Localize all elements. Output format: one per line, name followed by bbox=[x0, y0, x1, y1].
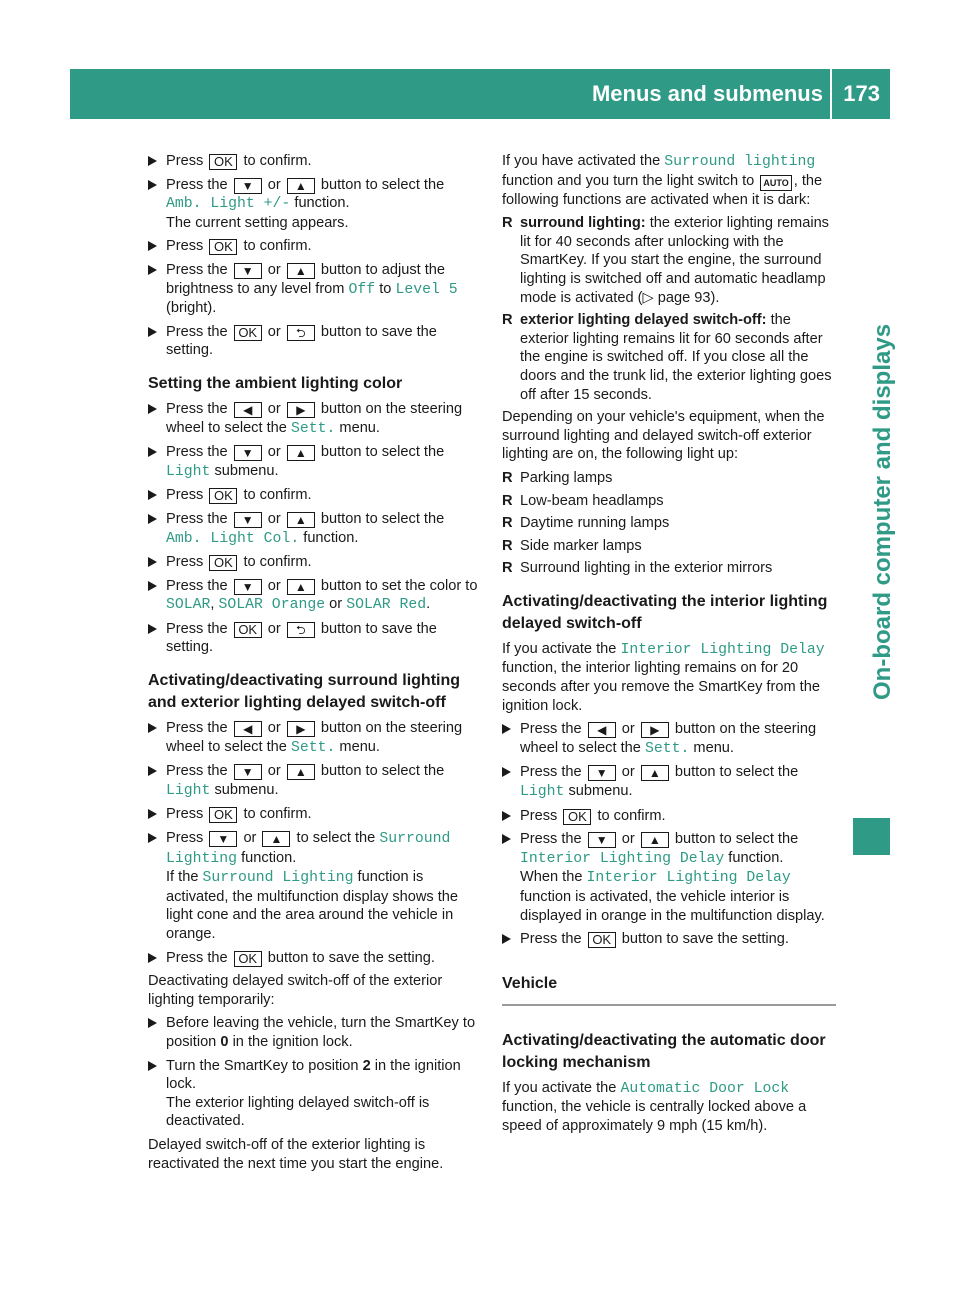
menu-item-code: Amb. Light +/- bbox=[166, 196, 291, 213]
step-select-menu: Press the ◀ or ▶ button on the steering wheel to select the Sett. menu. bbox=[502, 720, 836, 758]
step-confirm: Press OK to confirm. bbox=[148, 805, 482, 824]
step-confirm: Press OK to confirm. bbox=[148, 152, 482, 171]
page-number: 173 bbox=[843, 81, 880, 106]
up-key-icon: ▲ bbox=[641, 832, 669, 848]
ok-key-icon: OK bbox=[209, 239, 237, 255]
ok-key-icon: OK bbox=[209, 154, 237, 170]
menu-item-code: Surround Lighting bbox=[202, 870, 354, 887]
menu-item-code: Interior Lighting Delay bbox=[520, 850, 725, 867]
ok-key-icon: OK bbox=[563, 809, 591, 825]
up-key-icon: ▲ bbox=[287, 178, 315, 194]
down-key-icon: ▼ bbox=[234, 178, 262, 194]
header-divider bbox=[830, 69, 832, 119]
chapter-marker bbox=[853, 818, 890, 855]
menu-item-code: Light bbox=[520, 784, 565, 801]
step-arrow-icon bbox=[148, 265, 157, 275]
step-adjust-brightness: Press the ▼ or ▲ button to adjust the brightness to any level from Off to Level 5 (bright). bbox=[148, 261, 482, 318]
up-key-icon: ▲ bbox=[287, 579, 315, 595]
step-confirm: Press OK to confirm. bbox=[148, 237, 482, 256]
down-key-icon: ▼ bbox=[234, 445, 262, 461]
step-arrow-icon bbox=[148, 953, 157, 963]
up-key-icon: ▲ bbox=[262, 831, 290, 847]
bullet-icon: R bbox=[502, 515, 513, 532]
menu-item-code: Sett. bbox=[290, 420, 336, 437]
down-key-icon: ▼ bbox=[234, 512, 262, 528]
step-arrow-icon bbox=[148, 723, 157, 733]
step-arrow-icon bbox=[148, 514, 157, 524]
chapter-tab bbox=[847, 120, 896, 860]
step-save: Press the OK or ⮌ button to save the setting. bbox=[148, 620, 482, 657]
right-column bbox=[502, 152, 836, 1141]
bullet-icon: R bbox=[502, 312, 513, 329]
menu-item-code: SOLAR Orange bbox=[218, 597, 326, 614]
right-key-icon: ▶ bbox=[641, 722, 669, 738]
step-save: Press the OK button to save the setting. bbox=[502, 930, 836, 949]
step-save: Press the OK button to save the setting. bbox=[148, 949, 482, 968]
left-column bbox=[148, 152, 482, 1178]
menu-item-code: Automatic Door Lock bbox=[620, 1080, 790, 1097]
step-arrow-icon bbox=[148, 327, 157, 337]
up-key-icon: ▲ bbox=[287, 445, 315, 461]
step-arrow-icon bbox=[148, 447, 157, 457]
up-key-icon: ▲ bbox=[287, 263, 315, 279]
section-heading: Activating/deactivating surround lighting and exterior lighting delayed switch-off bbox=[148, 672, 461, 712]
step-select-submenu: Press the ▼ or ▲ button to select the Light submenu. bbox=[148, 762, 482, 800]
ok-key-icon: OK bbox=[234, 622, 262, 638]
right-key-icon: ▶ bbox=[287, 402, 315, 418]
step-select-surround: Press ▼ or ▲ to select the Surround Lighting function. If the Surround Lighting function is activated, the multifunction display shows the light cone and the area around the vehicle in orange. bbox=[148, 829, 482, 944]
down-key-icon: ▼ bbox=[234, 579, 262, 595]
list-item: R surround lighting: the exterior lighting remains lit for 40 seconds after unlocking with the SmartKey. If you start the engine, the surround lighting is switched off and automatic headlamp mode is activated (▷ page 93). bbox=[502, 215, 829, 306]
list-item: R Parking lamps bbox=[502, 469, 613, 486]
list-item: R Side marker lamps bbox=[502, 537, 642, 554]
down-key-icon: ▼ bbox=[209, 831, 237, 847]
list-item: R exterior lighting delayed switch-off: the exterior lighting remains lit for 60 seconds after the engine is switched off. If you close all the doors and the trunk lid, the exterior lighting goes off after 15 seconds. bbox=[502, 312, 832, 403]
ok-key-icon: OK bbox=[209, 807, 237, 823]
step-arrow-icon bbox=[502, 724, 511, 734]
up-key-icon: ▲ bbox=[287, 764, 315, 780]
header-title: Menus and submenus bbox=[591, 81, 823, 106]
menu-item-code: SOLAR bbox=[166, 597, 211, 614]
back-key-icon: ⮌ bbox=[287, 325, 315, 341]
down-key-icon: ▼ bbox=[234, 263, 262, 279]
step-select-menu: Press the ◀ or ▶ button on the steering wheel to select the Sett. menu. bbox=[148, 400, 482, 438]
bullet-icon: R bbox=[502, 492, 513, 509]
paragraph: If you activate the Automatic Door Lock function, the vehicle is centrally locked above a speed of approximately 9 mph (15 km/h). bbox=[502, 1079, 807, 1134]
menu-item-code: Sett. bbox=[290, 739, 336, 756]
menu-item-code: Interior Lighting Delay bbox=[620, 641, 825, 658]
step-arrow-icon bbox=[148, 180, 157, 190]
paragraph: Delayed switch-off of the exterior lighting is reactivated the next time you start the engine. bbox=[148, 1136, 444, 1172]
bullet-icon: R bbox=[502, 469, 513, 486]
step-arrow-icon bbox=[148, 624, 157, 634]
chapter-tab-label: On-board computer and displays bbox=[869, 323, 896, 700]
section-heading: Setting the ambient lighting color bbox=[148, 374, 403, 392]
step-set-color: Press the ▼ or ▲ button to set the color to SOLAR, SOLAR Orange or SOLAR Red. bbox=[148, 577, 482, 615]
page-reference: (▷ page 93). bbox=[637, 289, 720, 306]
step-confirm: Press OK to confirm. bbox=[148, 486, 482, 505]
list-item: R Low-beam headlamps bbox=[502, 492, 664, 509]
step-arrow-icon bbox=[148, 241, 157, 251]
step-select-function: Press the ▼ or ▲ button to select the Interior Lighting Delay function. When the Interior Lighting Delay function is activated, the vehicle interior is displayed in orange in the multifunction display. bbox=[502, 830, 836, 925]
menu-item-code: Surround lighting bbox=[664, 154, 816, 170]
step-select-function: Press the ▼ or ▲ button to select the Amb. Light Col. function. bbox=[148, 510, 482, 548]
menu-item-code: Interior Lighting Delay bbox=[586, 870, 791, 887]
step-key-position: Before leaving the vehicle, turn the SmartKey to position 0 in the ignition lock. bbox=[148, 1014, 482, 1051]
paragraph: Depending on your vehicle's equipment, when the surround lighting and delayed switch-off exterior lighting are on, the following light up: bbox=[502, 409, 825, 463]
step-select-function: Press the ▼ or ▲ button to select the Amb. Light +/- function. The current setting appears. bbox=[148, 176, 482, 233]
bullet-icon: R bbox=[502, 537, 513, 554]
menu-item-code: Surround Lighting bbox=[166, 831, 451, 867]
left-key-icon: ◀ bbox=[234, 721, 262, 737]
menu-item-code: Light bbox=[166, 463, 211, 480]
step-select-menu: Press the ◀ or ▶ button on the steering wheel to select the Sett. menu. bbox=[148, 719, 482, 757]
back-key-icon: ⮌ bbox=[287, 622, 315, 638]
auto-light-icon: AUTO bbox=[760, 175, 791, 191]
step-arrow-icon bbox=[502, 811, 511, 821]
step-key-position: Turn the SmartKey to position 2 in the ignition lock. The exterior lighting delayed switch-off is deactivated. bbox=[148, 1057, 482, 1131]
menu-item-code: Amb. Light Col. bbox=[166, 530, 300, 547]
paragraph: If you activate the Interior Lighting Delay function, the interior lighting remains on for 20 seconds after you remove the SmartKey from the ignition lock. bbox=[502, 640, 825, 714]
up-key-icon: ▲ bbox=[287, 512, 315, 528]
bullet-icon: R bbox=[502, 560, 513, 577]
paragraph: Deactivating delayed switch-off of the exterior lighting temporarily: bbox=[148, 973, 443, 1008]
step-select-submenu: Press the ▼ or ▲ button to select the Light submenu. bbox=[148, 443, 482, 481]
ok-key-icon: OK bbox=[234, 951, 262, 967]
step-arrow-icon bbox=[148, 490, 157, 500]
section-heading: Activating/deactivating the interior lighting delayed switch-off bbox=[502, 592, 828, 632]
step-arrow-icon bbox=[148, 833, 157, 843]
step-arrow-icon bbox=[148, 1061, 157, 1071]
left-key-icon: ◀ bbox=[588, 722, 616, 738]
step-arrow-icon bbox=[502, 934, 511, 944]
list-item: R Surround lighting in the exterior mirrors bbox=[502, 560, 773, 577]
up-key-icon: ▲ bbox=[641, 765, 669, 781]
ok-key-icon: OK bbox=[588, 932, 616, 948]
menu-item-code: Sett. bbox=[644, 740, 690, 757]
step-arrow-icon bbox=[148, 404, 157, 414]
down-key-icon: ▼ bbox=[588, 765, 616, 781]
ok-key-icon: OK bbox=[234, 325, 262, 341]
right-key-icon: ▶ bbox=[287, 721, 315, 737]
left-key-icon: ◀ bbox=[234, 402, 262, 418]
step-save: Press the OK or ⮌ button to save the setting. bbox=[148, 323, 482, 360]
section-heading: Activating/deactivating the automatic door locking mechanism bbox=[502, 1031, 826, 1071]
step-confirm: Press OK to confirm. bbox=[502, 807, 836, 826]
down-key-icon: ▼ bbox=[234, 764, 262, 780]
step-arrow-icon bbox=[148, 766, 157, 776]
menu-item-code: Level 5 bbox=[395, 281, 458, 298]
step-arrow-icon bbox=[148, 557, 157, 567]
bullet-icon: R bbox=[502, 215, 513, 232]
menu-item-code: SOLAR Red bbox=[346, 597, 427, 614]
step-arrow-icon bbox=[148, 156, 157, 166]
paragraph: If you have activated the Surround lighting function and you turn the light switch to AUTO , the following functions are activated when it is dark: bbox=[502, 153, 823, 208]
step-arrow-icon bbox=[148, 809, 157, 819]
step-arrow-icon bbox=[502, 767, 511, 777]
down-key-icon: ▼ bbox=[588, 832, 616, 848]
step-arrow-icon bbox=[502, 834, 511, 844]
step-arrow-icon bbox=[148, 581, 157, 591]
section-title-vehicle: Vehicle bbox=[502, 973, 836, 1006]
step-arrow-icon bbox=[148, 1018, 157, 1028]
menu-item-code: Off bbox=[348, 281, 376, 298]
step-select-submenu: Press the ▼ or ▲ button to select the Light submenu. bbox=[502, 763, 836, 801]
ok-key-icon: OK bbox=[209, 488, 237, 504]
menu-item-code: Light bbox=[166, 782, 211, 799]
ok-key-icon: OK bbox=[209, 555, 237, 571]
step-confirm: Press OK to confirm. bbox=[148, 553, 482, 572]
page-header bbox=[70, 69, 890, 119]
list-item: R Daytime running lamps bbox=[502, 515, 670, 532]
